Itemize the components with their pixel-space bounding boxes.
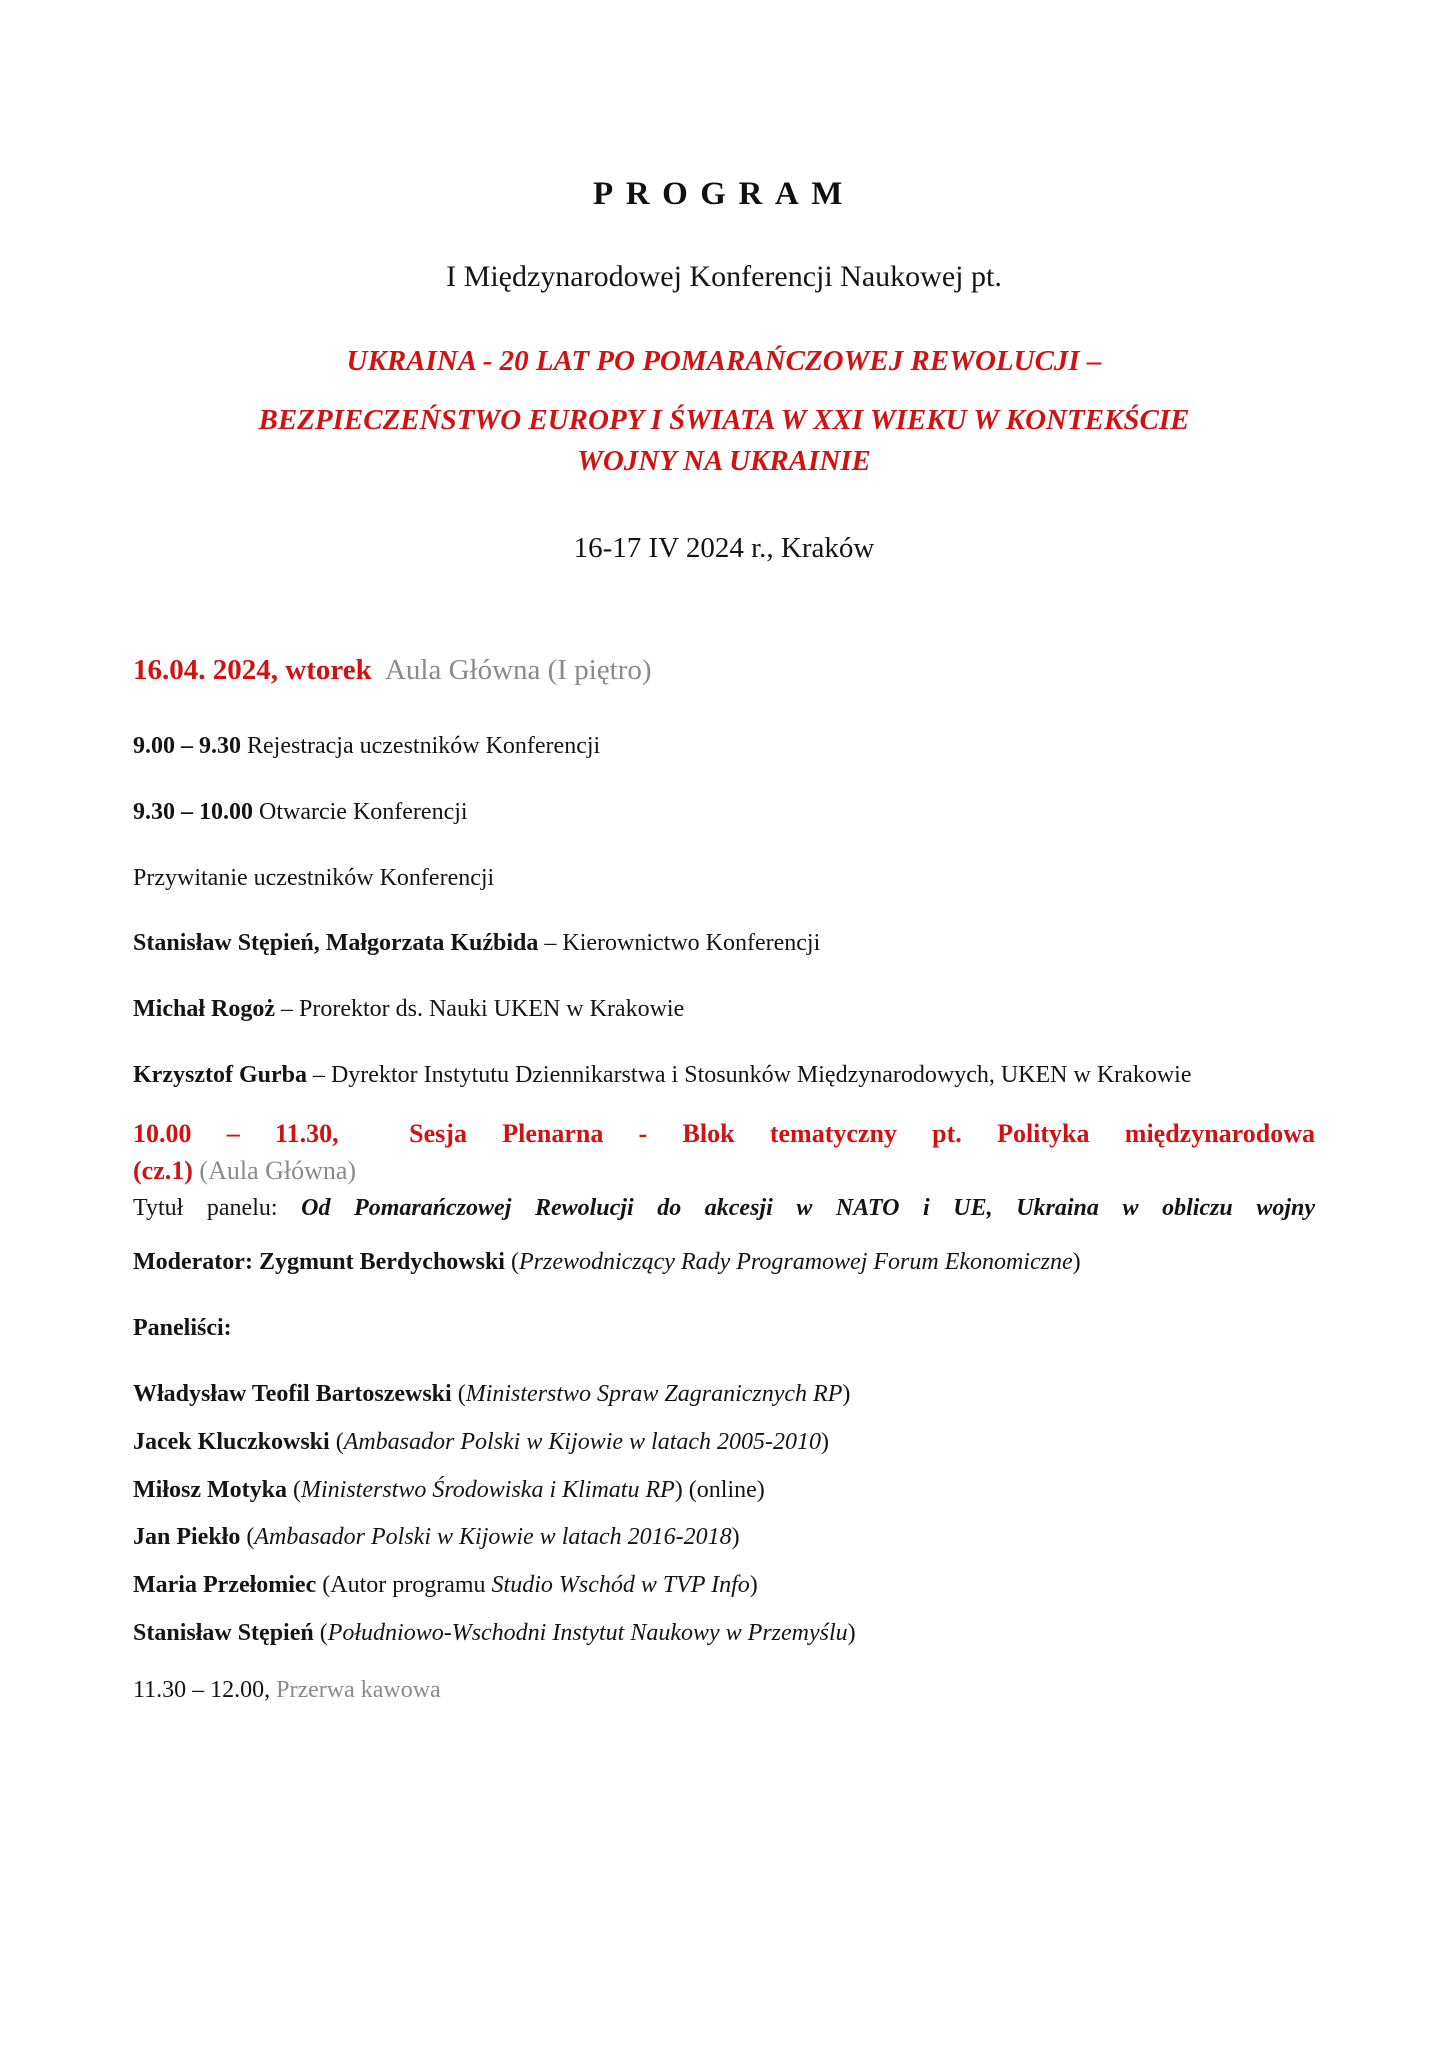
day-venue: Aula Główna (I piętro)	[384, 654, 652, 687]
panel-title-line	[133, 1194, 1315, 1223]
official-names: Michał Rogoż	[133, 996, 275, 1023]
official-names: Stanisław Stępień, Małgorzata Kuźbida	[133, 930, 539, 957]
paren-close: )	[731, 1524, 740, 1551]
paren-close: )	[1072, 1249, 1081, 1276]
schedule-time: 9.30 – 10.00	[133, 798, 253, 825]
panelist-affiliation: Ministerstwo Środowiska i Klimatu RP	[300, 1476, 675, 1503]
moderator-affiliation: Przewodniczący Rady Programowej Forum Ekonomiczne	[518, 1249, 1073, 1276]
panelist-row	[133, 1619, 1315, 1648]
schedule-item-opening	[133, 798, 1315, 827]
paren-close: )	[821, 1428, 830, 1455]
panelist-affiliation: Południowo-Wschodni Instytut Naukowy w Przemyślu	[327, 1620, 848, 1647]
paren-close: )	[842, 1381, 851, 1408]
panelist-row	[133, 1380, 1315, 1409]
plenary-session-heading: 10.00 – 11.30, Sesja Plenarna - Blok tematyczny pt. Polityka międzynarodowa	[133, 1118, 1315, 1148]
official-vice-rector	[133, 995, 1315, 1024]
panelist-row	[133, 1476, 1315, 1505]
paren-open: (	[292, 1476, 301, 1503]
panelists-label: Paneliści:	[133, 1315, 232, 1342]
plenary-part-label: (cz.1)	[133, 1155, 193, 1185]
conference-title-lines-2-3	[133, 400, 1315, 482]
paren-close: )	[749, 1572, 758, 1599]
panelist-affiliation: Ambasador Polski w Kijowie w latach 2005-2010	[343, 1428, 822, 1455]
panelist-row	[133, 1571, 1315, 1600]
panelist-name: Jan Piekło	[133, 1524, 241, 1551]
paren-close: )	[847, 1620, 856, 1647]
panelist-name: Jacek Kluczkowski	[133, 1428, 330, 1455]
paren-open: (	[246, 1524, 255, 1551]
panelist-affiliation-prefix: Autor programu	[330, 1572, 492, 1599]
panelist-row	[133, 1428, 1315, 1457]
official-conference-leadership	[133, 929, 1315, 958]
panel-title-label: Tytuł panelu:	[133, 1194, 278, 1221]
coffee-break-line	[133, 1676, 1315, 1705]
panelist-row	[133, 1523, 1315, 1552]
paren-open: (	[510, 1249, 519, 1276]
day-heading	[133, 653, 1315, 688]
official-role: Prorektor ds. Nauki UKEN w Krakowie	[298, 996, 685, 1023]
dash-separator: –	[280, 996, 293, 1023]
paren-open: (	[457, 1381, 466, 1408]
day-date-label: 16.04. 2024, wtorek	[133, 654, 372, 687]
panelist-name: Miłosz Motyka	[133, 1476, 287, 1503]
panelist-online-note: (online)	[688, 1476, 765, 1503]
official-names: Krzysztof Gurba	[133, 1062, 307, 1089]
dash-separator: –	[312, 1062, 325, 1089]
paren-open: (	[319, 1620, 328, 1647]
schedule-time: 9.00 – 9.30	[133, 733, 241, 760]
paren-open: (	[322, 1572, 331, 1599]
coffee-break-time: 11.30 – 12.00,	[133, 1676, 271, 1703]
coffee-break-label: Przerwa kawowa	[276, 1676, 441, 1703]
conference-title-line-2: BEZPIECZEŃSTWO EUROPY I ŚWIATA W XXI WIEKU W KONTEKŚCIE	[258, 403, 1190, 436]
schedule-title: Otwarcie Konferencji	[259, 798, 468, 825]
official-institute-director	[133, 1061, 1315, 1090]
plenary-session-heading-line-2	[133, 1153, 1315, 1190]
official-role: Dyrektor Instytutu Dziennikarstwa i Stosunków Międzynarodowych, UKEN w Krakowie	[330, 1062, 1192, 1089]
panelist-affiliation: Ambasador Polski w Kijowie w latach 2016-2018	[254, 1524, 732, 1551]
conference-intro: I Międzynarodowej Konferencji Naukowej pt.	[446, 259, 1002, 293]
official-role: Kierownictwo Konferencji	[562, 930, 821, 957]
program-title: PROGRAM	[593, 176, 855, 212]
paren-open: (	[335, 1428, 344, 1455]
panelist-name: Władysław Teofil Bartoszewski	[133, 1381, 452, 1408]
panelist-affiliation: Studio Wschód w TVP Info	[491, 1572, 750, 1599]
conference-date-place: 16-17 IV 2024 r., Kraków	[573, 532, 875, 565]
conference-title-line-1: UKRAINA - 20 LAT PO POMARAŃCZOWEJ REWOLUCJI –	[346, 344, 1102, 377]
panelist-name: Maria Przełomiec	[133, 1572, 317, 1599]
moderator-name: Moderator: Zygmunt Berdychowski	[133, 1249, 505, 1276]
conference-title-line-3: WOJNY NA UKRAINIE	[577, 444, 871, 477]
panelist-affiliation: Ministerstwo Spraw Zagranicznych RP	[465, 1381, 843, 1408]
plenary-venue: (Aula Główna)	[199, 1155, 357, 1185]
schedule-item-registration	[133, 732, 1315, 761]
dash-separator: –	[544, 930, 557, 957]
panel-title: Od Pomarańczowej Rewolucji do akcesji w NATO i UE, Ukraina w obliczu wojny	[301, 1194, 1315, 1221]
paren-close: )	[674, 1476, 683, 1503]
panelist-name: Stanisław Stępień	[133, 1620, 314, 1647]
welcome-line: Przywitanie uczestników Konferencji	[133, 864, 495, 891]
moderator-line	[133, 1248, 1315, 1277]
schedule-title: Rejestracja uczestników Konferencji	[247, 733, 601, 760]
